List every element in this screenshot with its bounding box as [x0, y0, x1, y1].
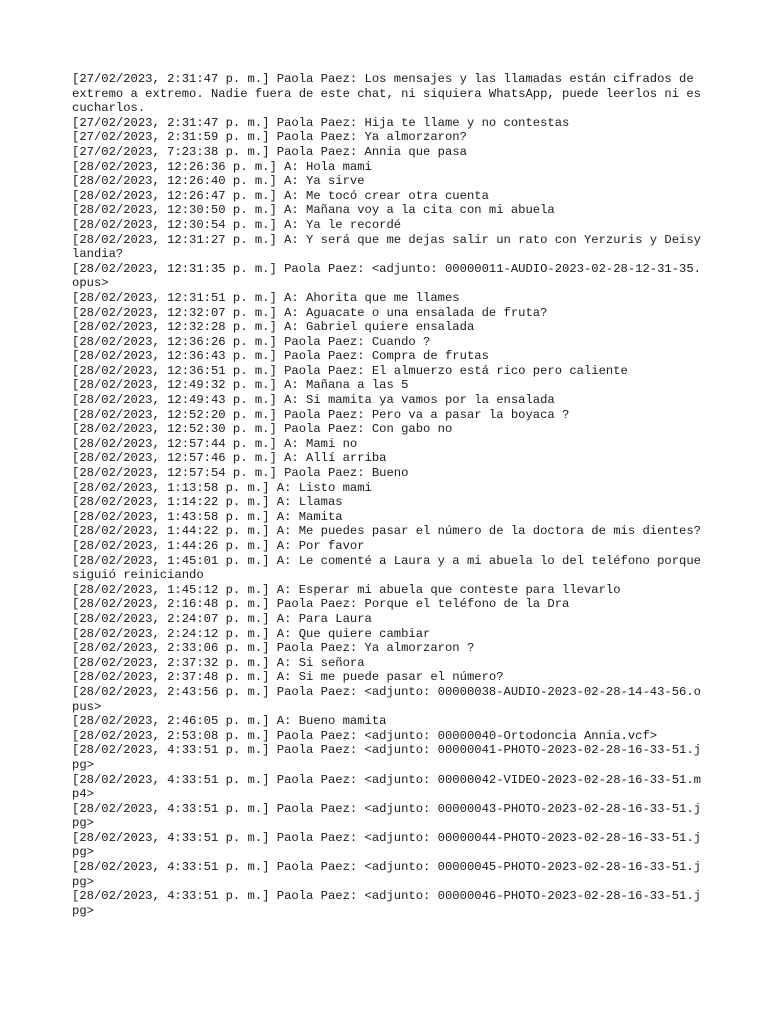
chat-line: [28/02/2023, 2:37:32 p. m.] A: Si señora [72, 655, 365, 670]
chat-line: [28/02/2023, 12:57:54 p. m.] Paola Paez: Bueno [72, 466, 409, 481]
chat-line: [28/02/2023, 12:32:28 p. m.] A: Gabriel quiere ensalada [72, 320, 475, 335]
chat-line: [28/02/2023, 12:57:44 p. m.] A: Mami no [72, 436, 358, 451]
chat-line: [28/02/2023, 2:37:48 p. m.] A: Si me puede pasar el número? [72, 670, 504, 685]
chat-transcript [72, 72, 709, 918]
chat-line: [28/02/2023, 1:45:01 p. m.] A: Le comenté a Laura y a mi abuela lo del teléfono porque siguió reiniciando [72, 553, 709, 583]
chat-line: [28/02/2023, 1:13:58 p. m.] A: Listo mami [72, 480, 372, 495]
chat-line: [27/02/2023, 2:31:47 p. m.] Paola Paez: Hija te llame y no contestas [72, 115, 570, 130]
chat-line: [28/02/2023, 2:46:05 p. m.] A: Bueno mamita [72, 714, 387, 729]
chat-line: [28/02/2023, 12:32:07 p. m.] A: Aguacate o una ensalada de fruta? [72, 305, 548, 320]
chat-line: [28/02/2023, 12:31:35 p. m.] Paola Paez: <adjunto: 00000011-AUDIO-2023-02-28-12-31-35.opus> [72, 261, 701, 291]
chat-line: [28/02/2023, 1:44:22 p. m.] A: Me puedes pasar el número de la doctora de mis dientes? [72, 524, 701, 539]
chat-line: [28/02/2023, 1:44:26 p. m.] A: Por favor [72, 539, 365, 553]
chat-line: [28/02/2023, 12:36:26 p. m.] Paola Paez: Cuando ? [72, 334, 431, 349]
chat-line: [28/02/2023, 12:31:27 p. m.] A: Y será que me dejas salir un rato con Yerzuris y Deisylandia? [72, 232, 701, 262]
chat-line: [28/02/2023, 1:43:58 p. m.] A: Mamita [72, 509, 343, 524]
chat-line: [27/02/2023, 7:23:38 p. m.] Paola Paez: Annia que pasa [72, 144, 467, 159]
chat-line: [28/02/2023, 12:30:50 p. m.] A: Mañana voy a la cita con mi abuela [72, 203, 555, 218]
chat-line: [28/02/2023, 1:14:22 p. m.] A: Llamas [72, 495, 343, 510]
chat-line: [28/02/2023, 4:33:51 p. m.] Paola Paez: <adjunto: 00000043-PHOTO-2023-02-28-16-33-51.jpg> [72, 801, 701, 831]
chat-line: [28/02/2023, 4:33:51 p. m.] Paola Paez: <adjunto: 00000041-PHOTO-2023-02-28-16-33-51.jpg> [72, 743, 701, 772]
chat-line: [28/02/2023, 2:43:56 p. m.] Paola Paez: <adjunto: 00000038-AUDIO-2023-02-28-14-43-56.opus> [72, 684, 701, 714]
chat-line: [28/02/2023, 2:33:06 p. m.] Paola Paez: Ya almorzaron ? [72, 641, 475, 656]
chat-line: [28/02/2023, 2:24:12 p. m.] A: Que quiere cambiar [72, 626, 431, 641]
chat-line: [28/02/2023, 12:57:46 p. m.] A: Allí arriba [72, 451, 387, 466]
chat-line: [28/02/2023, 12:26:47 p. m.] A: Me tocó crear otra cuenta [72, 188, 489, 203]
chat-line: [27/02/2023, 2:31:47 p. m.] Paola Paez: Los mensajes y las llamadas están cifrados de extremo a extremo. Nadie fuera de este chat, ni siquiera WhatsApp, puede leerlos ni escucharlos. [72, 72, 701, 116]
chat-line: [28/02/2023, 4:33:51 p. m.] Paola Paez: <adjunto: 00000045-PHOTO-2023-02-28-16-33-51.jpg> [72, 860, 701, 889]
chat-line: [28/02/2023, 2:53:08 p. m.] Paola Paez: <adjunto: 00000040-Ortodoncia Annia.vcf> [72, 728, 658, 743]
chat-line: [28/02/2023, 12:36:51 p. m.] Paola Paez: El almuerzo está rico pero caliente [72, 363, 628, 378]
chat-line: [28/02/2023, 4:33:51 p. m.] Paola Paez: <adjunto: 00000042-VIDEO-2023-02-28-16-33-51.mp4> [72, 772, 701, 802]
chat-line: [28/02/2023, 1:45:12 p. m.] A: Esperar mi abuela que conteste para llevarlo [72, 582, 621, 597]
chat-line: [28/02/2023, 12:26:36 p. m.] A: Hola mami [72, 159, 372, 174]
chat-line: [28/02/2023, 12:31:51 p. m.] A: Ahorita que me llames [72, 290, 460, 305]
chat-line: [28/02/2023, 4:33:51 p. m.] Paola Paez: <adjunto: 00000044-PHOTO-2023-02-28-16-33-51.jpg> [72, 830, 701, 860]
chat-line: [28/02/2023, 12:52:30 p. m.] Paola Paez: Con gabo no [72, 422, 453, 437]
chat-line: [28/02/2023, 12:49:32 p. m.] A: Mañana a las 5 [72, 378, 409, 393]
chat-line: [28/02/2023, 2:24:07 p. m.] A: Para Laura [72, 611, 372, 626]
chat-line: [28/02/2023, 12:30:54 p. m.] A: Ya le recordé [72, 217, 402, 232]
chat-line: [28/02/2023, 12:26:40 p. m.] A: Ya sirve [72, 174, 365, 189]
chat-line: [28/02/2023, 12:49:43 p. m.] A: Si mamita ya vamos por la ensalada [72, 393, 555, 408]
chat-line: [28/02/2023, 12:52:20 p. m.] Paola Paez: Pero va a pasar la boyaca ? [72, 407, 570, 422]
chat-line: [27/02/2023, 2:31:59 p. m.] Paola Paez: Ya almorzaron? [72, 130, 467, 145]
chat-line: [28/02/2023, 12:36:43 p. m.] Paola Paez: Compra de frutas [72, 349, 489, 364]
chat-line: [28/02/2023, 2:16:48 p. m.] Paola Paez: Porque el teléfono de la Dra [72, 597, 570, 612]
chat-line: [28/02/2023, 4:33:51 p. m.] Paola Paez: <adjunto: 00000046-PHOTO-2023-02-28-16-33-51.jpg> [72, 889, 701, 918]
